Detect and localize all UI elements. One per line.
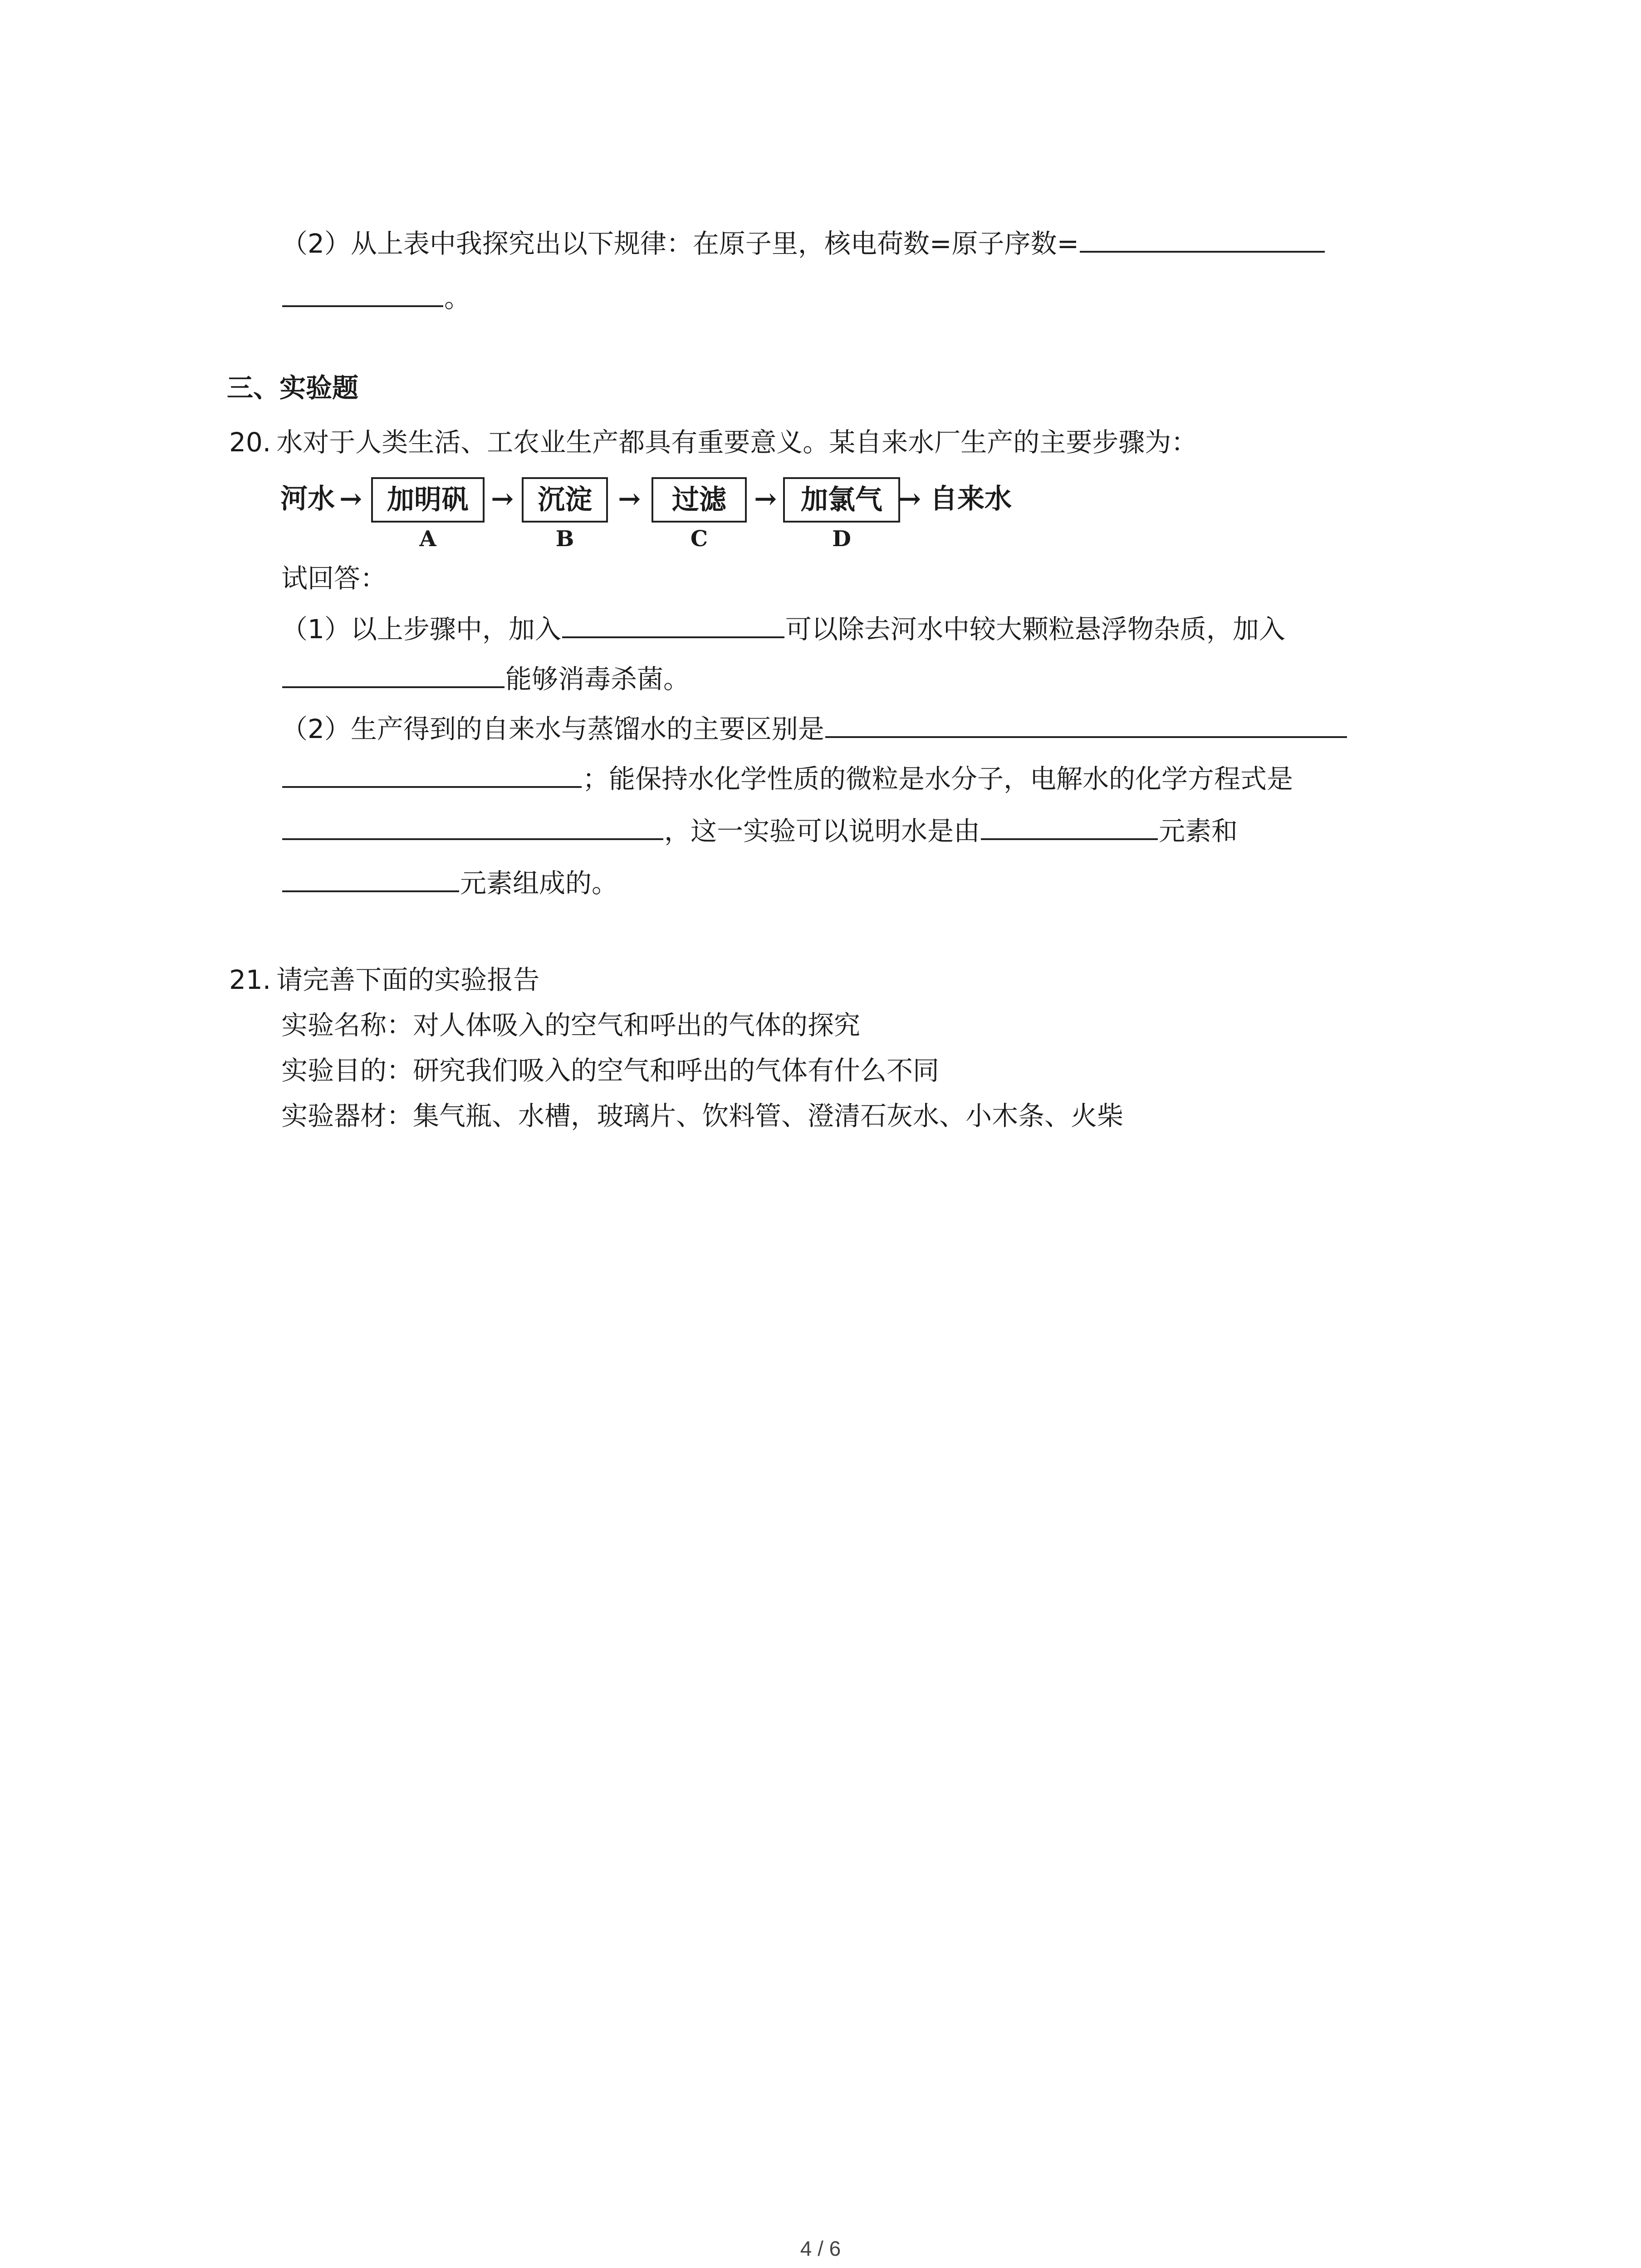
q20-p2-text-e: 元素组成的。 [460,868,618,899]
answer-blank[interactable] [562,610,784,638]
q20-p2-text-d: 元素和 [1159,816,1238,846]
q21-name-line: 实验名称：对人体吸入的空气和呼出的气体的探究 [281,1010,861,1041]
flow-arrow: → [618,483,641,515]
flow-label-b: B [555,526,574,552]
q20-part2-line1 [281,710,1348,747]
q20-p1-text-b: 可以除去河水中较大颗粒悬浮物杂质，加入 [785,614,1285,645]
q19-part2-line1 [281,225,1326,262]
q20-part1-line1 [281,610,1285,647]
answer-blank[interactable] [282,760,582,788]
q20-part2-line2 [281,760,1293,797]
q20-stem: 水对于人类生活、工农业生产都具有重要意义。某自来水厂生产的主要步骤为： [276,427,1198,458]
flow-arrow: → [898,483,921,515]
q21-stem-line [229,962,539,998]
answer-blank[interactable] [282,660,505,688]
flow-label-d: D [832,526,851,552]
q20-p2-text-a: （2）生产得到的自来水与蒸馏水的主要区别是 [281,714,824,744]
flow-step-b: 沉淀 [522,477,608,523]
q20-part2-line3 [281,812,1238,849]
answer-blank[interactable] [825,710,1347,738]
flow-label-a: A [419,526,436,552]
q20-stem-line [229,424,1197,460]
flow-end: 自来水 [930,483,1012,515]
q19-part2-line2 [281,279,470,316]
q19-part2-text: （2）从上表中我探究出以下规律：在原子里，核电荷数=原子序数= [281,228,1079,259]
flow-arrow: → [754,483,777,515]
flow-label-c: C [690,526,708,552]
answer-blank[interactable] [981,812,1158,840]
answer-blank[interactable] [282,812,663,840]
q20-p1-text-a: （1）以上步骤中，加入 [281,614,561,645]
q20-part1-line2 [281,660,690,697]
answer-blank[interactable] [282,279,443,307]
flow-step-a: 加明矾 [371,477,485,523]
q20-p2-text-b: ；能保持水化学性质的微粒是水分子，电解水的化学方程式是 [583,763,1293,794]
q20-prompt: 试回答： [281,563,387,594]
q21-purpose-line: 实验目的：研究我们吸入的空气和呼出的气体有什么不同 [281,1055,940,1086]
q19-part2-end: 。 [444,283,471,313]
flow-step-d: 加氯气 [783,477,900,523]
q20-p2-text-c: ，这一实验可以说明水是由 [664,816,980,846]
flow-step-c: 过滤 [652,477,747,523]
q20-part2-line4 [281,864,618,901]
q21-stem: 请完善下面的实验报告 [276,964,540,995]
section-title: 三、实验题 [227,372,359,403]
answer-blank[interactable] [1080,225,1325,253]
q21-equipment-line: 实验器材：集气瓶、水槽，玻璃片、饮料管、澄清石灰水、小木条、火柴 [281,1100,1124,1131]
q20-number: 20. [229,427,271,458]
answer-blank[interactable] [282,864,459,892]
q20-p1-text-c: 能够消毒杀菌。 [505,664,690,694]
flow-arrow: → [339,483,362,515]
page-number: 4 / 6 [800,2237,841,2260]
flow-arrow: → [491,483,514,515]
q21-number: 21. [229,964,271,995]
flow-start: 河水 [280,483,335,515]
